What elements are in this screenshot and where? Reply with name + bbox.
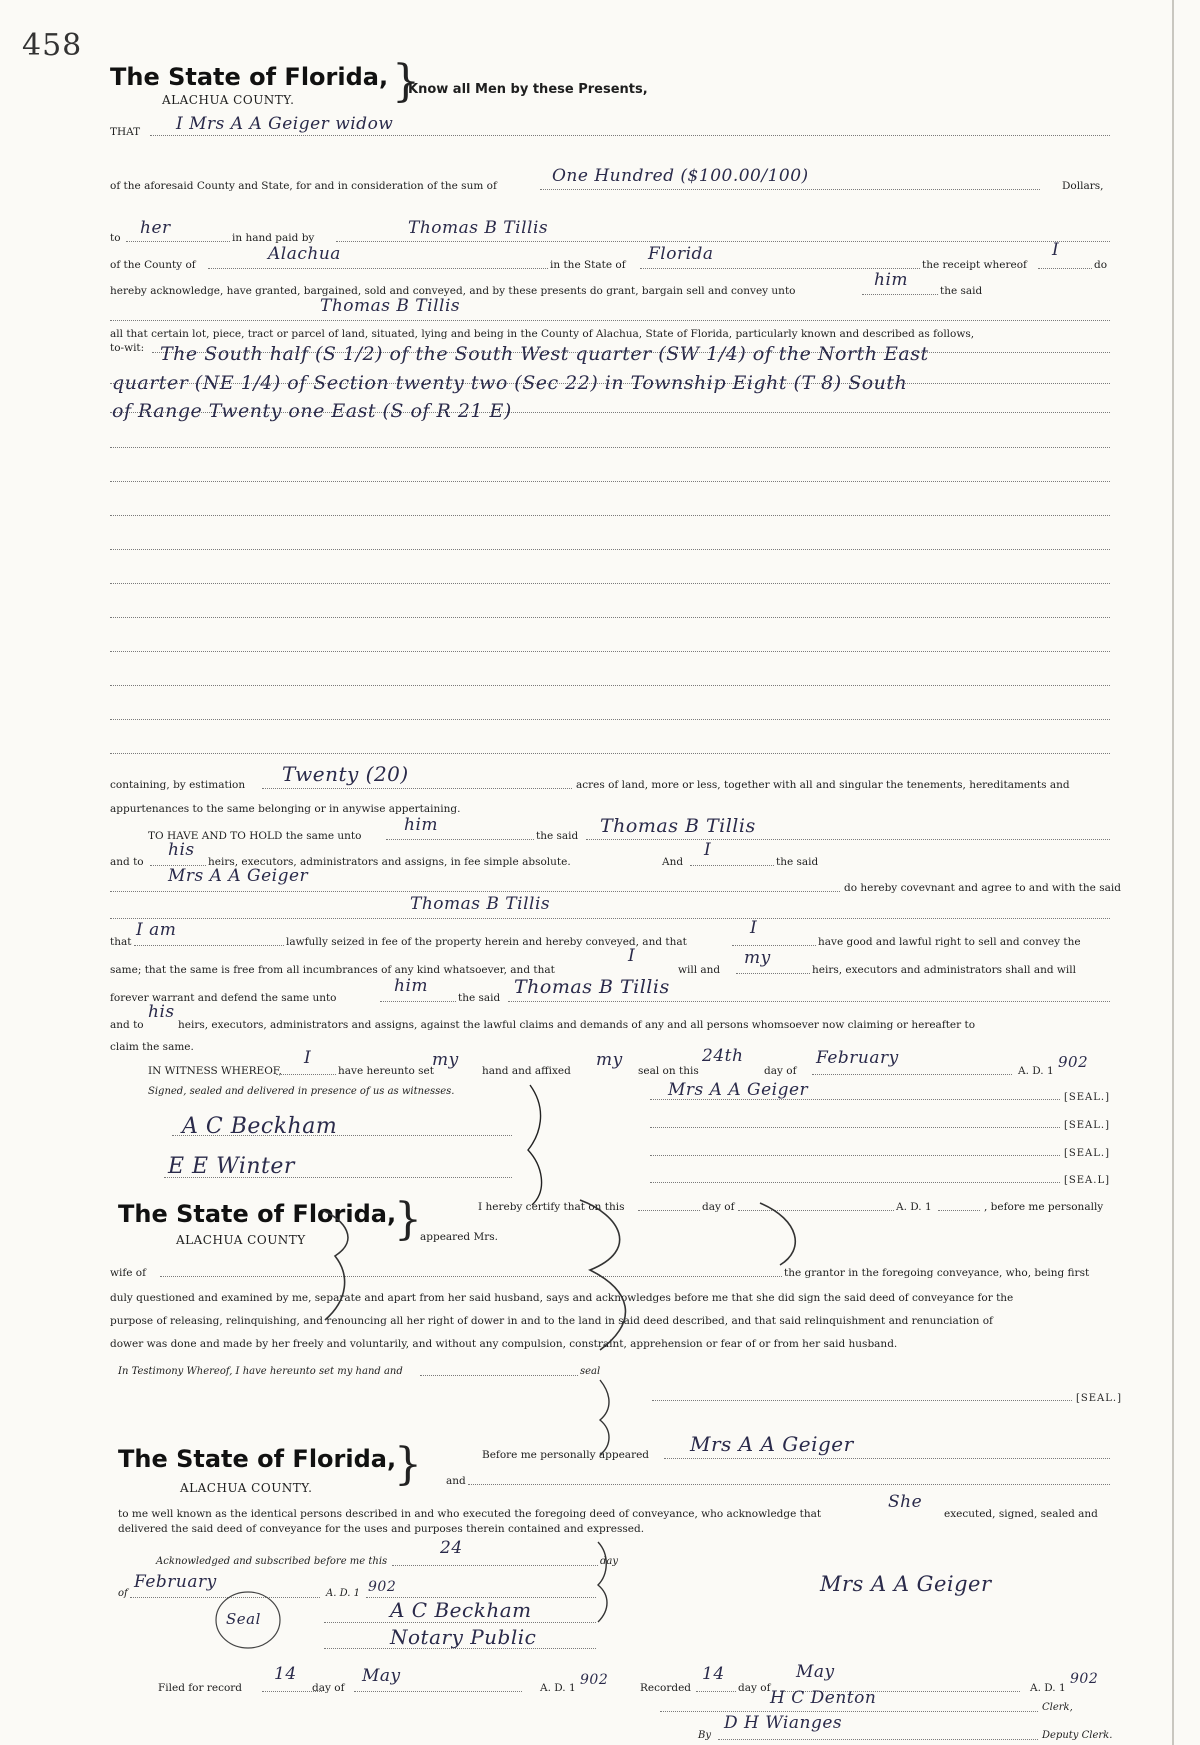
to-handwriting: her: [140, 218, 171, 238]
certify-day-of: day of: [702, 1201, 735, 1213]
sum-handwriting: One Hundred ($100.00/100): [552, 166, 809, 186]
in-state-of: in the State of: [550, 259, 626, 271]
recorded-ad: A. D. 1: [1030, 1682, 1066, 1694]
notary-signature: A C Beckham: [390, 1598, 532, 1622]
lawfully-handwriting: I: [750, 918, 758, 938]
witness-2-signature: E E Winter: [168, 1154, 295, 1179]
testimony-text: In Testimony Whereof, I have hereunto set my hand and: [118, 1366, 403, 1377]
covenantee-handwriting: Thomas B Tillis: [410, 894, 551, 914]
seal-label-2: [SEAL.]: [1064, 1120, 1110, 1131]
relinquish-line-2: purpose of releasing, relinquishing, and renouncing all her right of dower in and to the land in said deed described, and that said relinquishment and renunciation of: [110, 1315, 993, 1327]
in-hand-paid-by: in hand paid by: [232, 232, 315, 244]
unto-handwriting: him: [874, 270, 909, 290]
filed-day-handwriting: 14: [274, 1664, 297, 1684]
hand-affixed: hand and affixed: [482, 1065, 571, 1077]
brace: }: [394, 1439, 422, 1490]
day-handwriting: 24th: [702, 1046, 744, 1066]
heirs-text: heirs, executors, administrators and assigns, in fee simple absolute.: [208, 856, 571, 868]
seal-word: seal: [580, 1366, 601, 1377]
grantor-signature: Mrs A A Geiger: [668, 1080, 809, 1100]
recorded-day-of: day of: [738, 1682, 771, 1694]
covenant-text: do hereby covevnant and agree to and with the said: [844, 882, 1121, 894]
grantor-signature-2: Mrs A A Geiger: [820, 1572, 992, 1596]
state-handwriting: Florida: [648, 244, 714, 264]
grantor-text: the grantor in the foregoing conveyance, who, being first: [784, 1267, 1090, 1279]
acknowledged-text: Acknowledged and subscribed before me this: [156, 1556, 388, 1567]
that-label-2: that: [110, 936, 132, 948]
filed-month-handwriting: May: [362, 1666, 401, 1686]
my-handwriting: my: [744, 948, 771, 968]
am-handwriting: I am: [136, 920, 177, 940]
witness-handwriting: I: [304, 1048, 312, 1068]
ack-line-2: delivered the said deed of conveyance for the uses and purposes therein contained and expressed.: [118, 1523, 645, 1535]
to-wit: to-wit:: [110, 342, 145, 354]
consideration-text: of the aforesaid County and State, for and in consideration of the sum of: [110, 180, 497, 192]
appeared-text: appeared Mrs.: [420, 1231, 498, 1243]
hereunto-text: have hereunto set: [338, 1065, 434, 1077]
seal-label-3: [SEAL.]: [1064, 1148, 1110, 1159]
county-of-label: of the County of: [110, 259, 196, 271]
forever-the-said: the said: [458, 992, 501, 1004]
filed-year-handwriting: 902: [580, 1672, 609, 1688]
filed-day-of: day of: [312, 1682, 345, 1694]
do-label: do: [1094, 259, 1108, 271]
hereby-acknowledge: hereby acknowledge, have granted, bargained, sold and conveyed, and by these presents do grant, bargain sell and convey unto: [110, 285, 796, 297]
county-label-3: ALACHUA COUNTY.: [180, 1481, 313, 1495]
witness-1-signature: A C Beckham: [182, 1114, 338, 1139]
wife-of: wife of: [110, 1267, 146, 1279]
have-name-handwriting: Thomas B Tillis: [600, 815, 756, 837]
and-to-label: and to: [110, 856, 144, 868]
seal-label-1: [SEAL.]: [1064, 1092, 1110, 1103]
seal-label-4: [SEA.L]: [1064, 1175, 1110, 1186]
state-title-2: The State of Florida,: [118, 1200, 397, 1228]
forever-name-handwriting: Thomas B Tillis: [514, 976, 670, 998]
she-handwriting: She: [888, 1492, 923, 1512]
signed-sealed-text: Signed, sealed and delivered in presence of us as witnesses.: [148, 1086, 455, 1097]
description-line-3: of Range Twenty one East (S of R 21 E): [112, 400, 512, 422]
day-word: day: [600, 1556, 619, 1567]
and-to-label-2: and to: [110, 1019, 144, 1031]
that-label: THAT: [110, 126, 141, 138]
his2-handwriting: his: [148, 1002, 175, 1022]
county-label-2: ALACHUA COUNTY: [176, 1233, 306, 1247]
recorded-year-handwriting: 902: [1070, 1671, 1099, 1687]
ack-line-1b: executed, signed, sealed and: [944, 1508, 1098, 1520]
description-line-1: The South half (S 1/2) of the South West quarter (SW 1/4) of the North East: [160, 343, 929, 365]
filed-ad: A. D. 1: [540, 1682, 576, 1694]
state-title-3: The State of Florida,: [118, 1445, 397, 1473]
receipt-whereof: the receipt whereof: [922, 259, 1027, 271]
relinquish-line-3: dower was done and made by her freely and voluntarily, and without any compulsion, constraint, apprehension or fear of or from her said husband.: [110, 1338, 898, 1350]
to-have-text: TO HAVE AND TO HOLD the same unto: [148, 830, 362, 842]
know-all-men: Know all Men by these Presents,: [408, 82, 648, 97]
paid-by-handwriting: Thomas B Tillis: [408, 218, 549, 238]
day-of: day of: [764, 1065, 797, 1077]
certify-ad: A. D. 1: [896, 1201, 932, 1213]
ad-year: A. D. 1: [1018, 1065, 1054, 1077]
and-handwriting: I: [704, 840, 712, 860]
certify-text: I hereby certify that on this: [478, 1201, 625, 1213]
have-the-said: the said: [536, 830, 579, 842]
the-said: the said: [940, 285, 983, 297]
notary-seal: Seal: [226, 1610, 261, 1628]
deputy-clerk-label: Deputy Clerk.: [1042, 1730, 1113, 1741]
before-me-text: Before me personally appeared: [482, 1449, 650, 1461]
state-title: The State of Florida,: [110, 63, 389, 91]
forever-text: forever warrant and defend the same unto: [110, 992, 337, 1004]
county-handwriting: Alachua: [268, 244, 341, 264]
containing-text: containing, by estimation: [110, 779, 246, 791]
all-that-text: all that certain lot, piece, tract or parcel of land, situated, lying and being in the County of Alachua, State of Florida, particularly known and described as follows,: [110, 328, 975, 340]
clerk-signature: H C Denton: [770, 1688, 877, 1708]
receipt-handwriting: I: [1052, 240, 1060, 260]
of-word: of: [118, 1588, 128, 1599]
good-right-text: have good and lawful right to sell and convey the: [818, 936, 1081, 948]
deputy-signature: D H Wianges: [724, 1713, 843, 1733]
brace: }: [392, 56, 420, 107]
ack-year-handwriting: 902: [368, 1579, 397, 1595]
and-label-2: and: [446, 1475, 466, 1487]
will-handwriting: I: [628, 946, 636, 966]
lawfully-text: lawfully seized in fee of the property herein and hereby conveyed, and that: [286, 936, 687, 948]
notary-title: Notary Public: [390, 1625, 537, 1649]
filed-text: Filed for record: [158, 1682, 243, 1694]
acres-handwriting: Twenty (20): [282, 762, 409, 786]
claim-same: claim the same.: [110, 1041, 194, 1053]
have-handwriting: him: [404, 815, 439, 835]
to-label: to: [110, 232, 121, 244]
month-handwriting: February: [816, 1048, 899, 1068]
ack-month-handwriting: February: [134, 1572, 217, 1592]
will-and-label: will and: [678, 964, 721, 976]
acres-text: acres of land, more or less, together with all and singular the tenements, hereditaments and: [576, 779, 1070, 791]
description-line-2: quarter (NE 1/4) of Section twenty two (Sec 22) in Township Eight (T 8) South: [112, 372, 908, 394]
clerk-label: Clerk,: [1042, 1702, 1073, 1713]
forever-handwriting: him: [394, 976, 429, 996]
and-label: And: [662, 856, 684, 868]
recorded-day-handwriting: 14: [702, 1664, 725, 1684]
affixed-handwriting: my: [596, 1050, 623, 1070]
appurtenances-text: appurtenances to the same belonging or in anywise appertaining.: [110, 803, 461, 815]
ack-day-handwriting: 24: [440, 1538, 463, 1558]
the-said-2: the said: [776, 856, 819, 868]
by-label: By: [698, 1730, 711, 1741]
set-handwriting: my: [432, 1050, 459, 1070]
relinquish-line-1: duly questioned and examined by me, separate and apart from her said husband, says and acknowledges before me that she did sign the said deed of conveyance for the: [110, 1292, 1014, 1304]
certify-before-me: , before me personally: [984, 1201, 1104, 1213]
seal-on-this: seal on this: [638, 1065, 699, 1077]
grantee-handwriting: Thomas B Tillis: [320, 296, 461, 316]
against-text: heirs, executors, administrators and assigns, against the lawful claims and demands of any and all persons whomsoever now claiming or hereafter to: [178, 1019, 976, 1031]
ack-ad: A. D. 1: [326, 1588, 360, 1599]
county-label: ALACHUA COUNTY.: [162, 93, 295, 107]
witness-text: IN WITNESS WHEREOF,: [148, 1065, 282, 1077]
heirs-shall-text: heirs, executors and administrators shall and will: [812, 964, 1076, 976]
ack-line-1a: to me well known as the identical persons described in and who executed the foregoing deed of conveyance, who acknowledge that: [118, 1508, 822, 1520]
grantor-handwriting: I Mrs A A Geiger widow: [176, 114, 394, 134]
covenantor-handwriting: Mrs A A Geiger: [168, 866, 309, 886]
his-handwriting: his: [168, 840, 195, 860]
recorded-month-handwriting: May: [796, 1662, 835, 1682]
year-handwriting: 902: [1058, 1053, 1089, 1071]
appeared-handwriting: Mrs A A Geiger: [690, 1432, 854, 1456]
seal-label-5: [SEAL.]: [1076, 1393, 1122, 1404]
recorded-text: Recorded: [640, 1682, 691, 1694]
brace: }: [394, 1194, 422, 1245]
page-number: 458: [22, 28, 83, 63]
dollars-label: Dollars,: [1062, 180, 1104, 192]
same-that-text: same; that the same is free from all incumbrances of any kind whatsoever, and that: [110, 964, 555, 976]
